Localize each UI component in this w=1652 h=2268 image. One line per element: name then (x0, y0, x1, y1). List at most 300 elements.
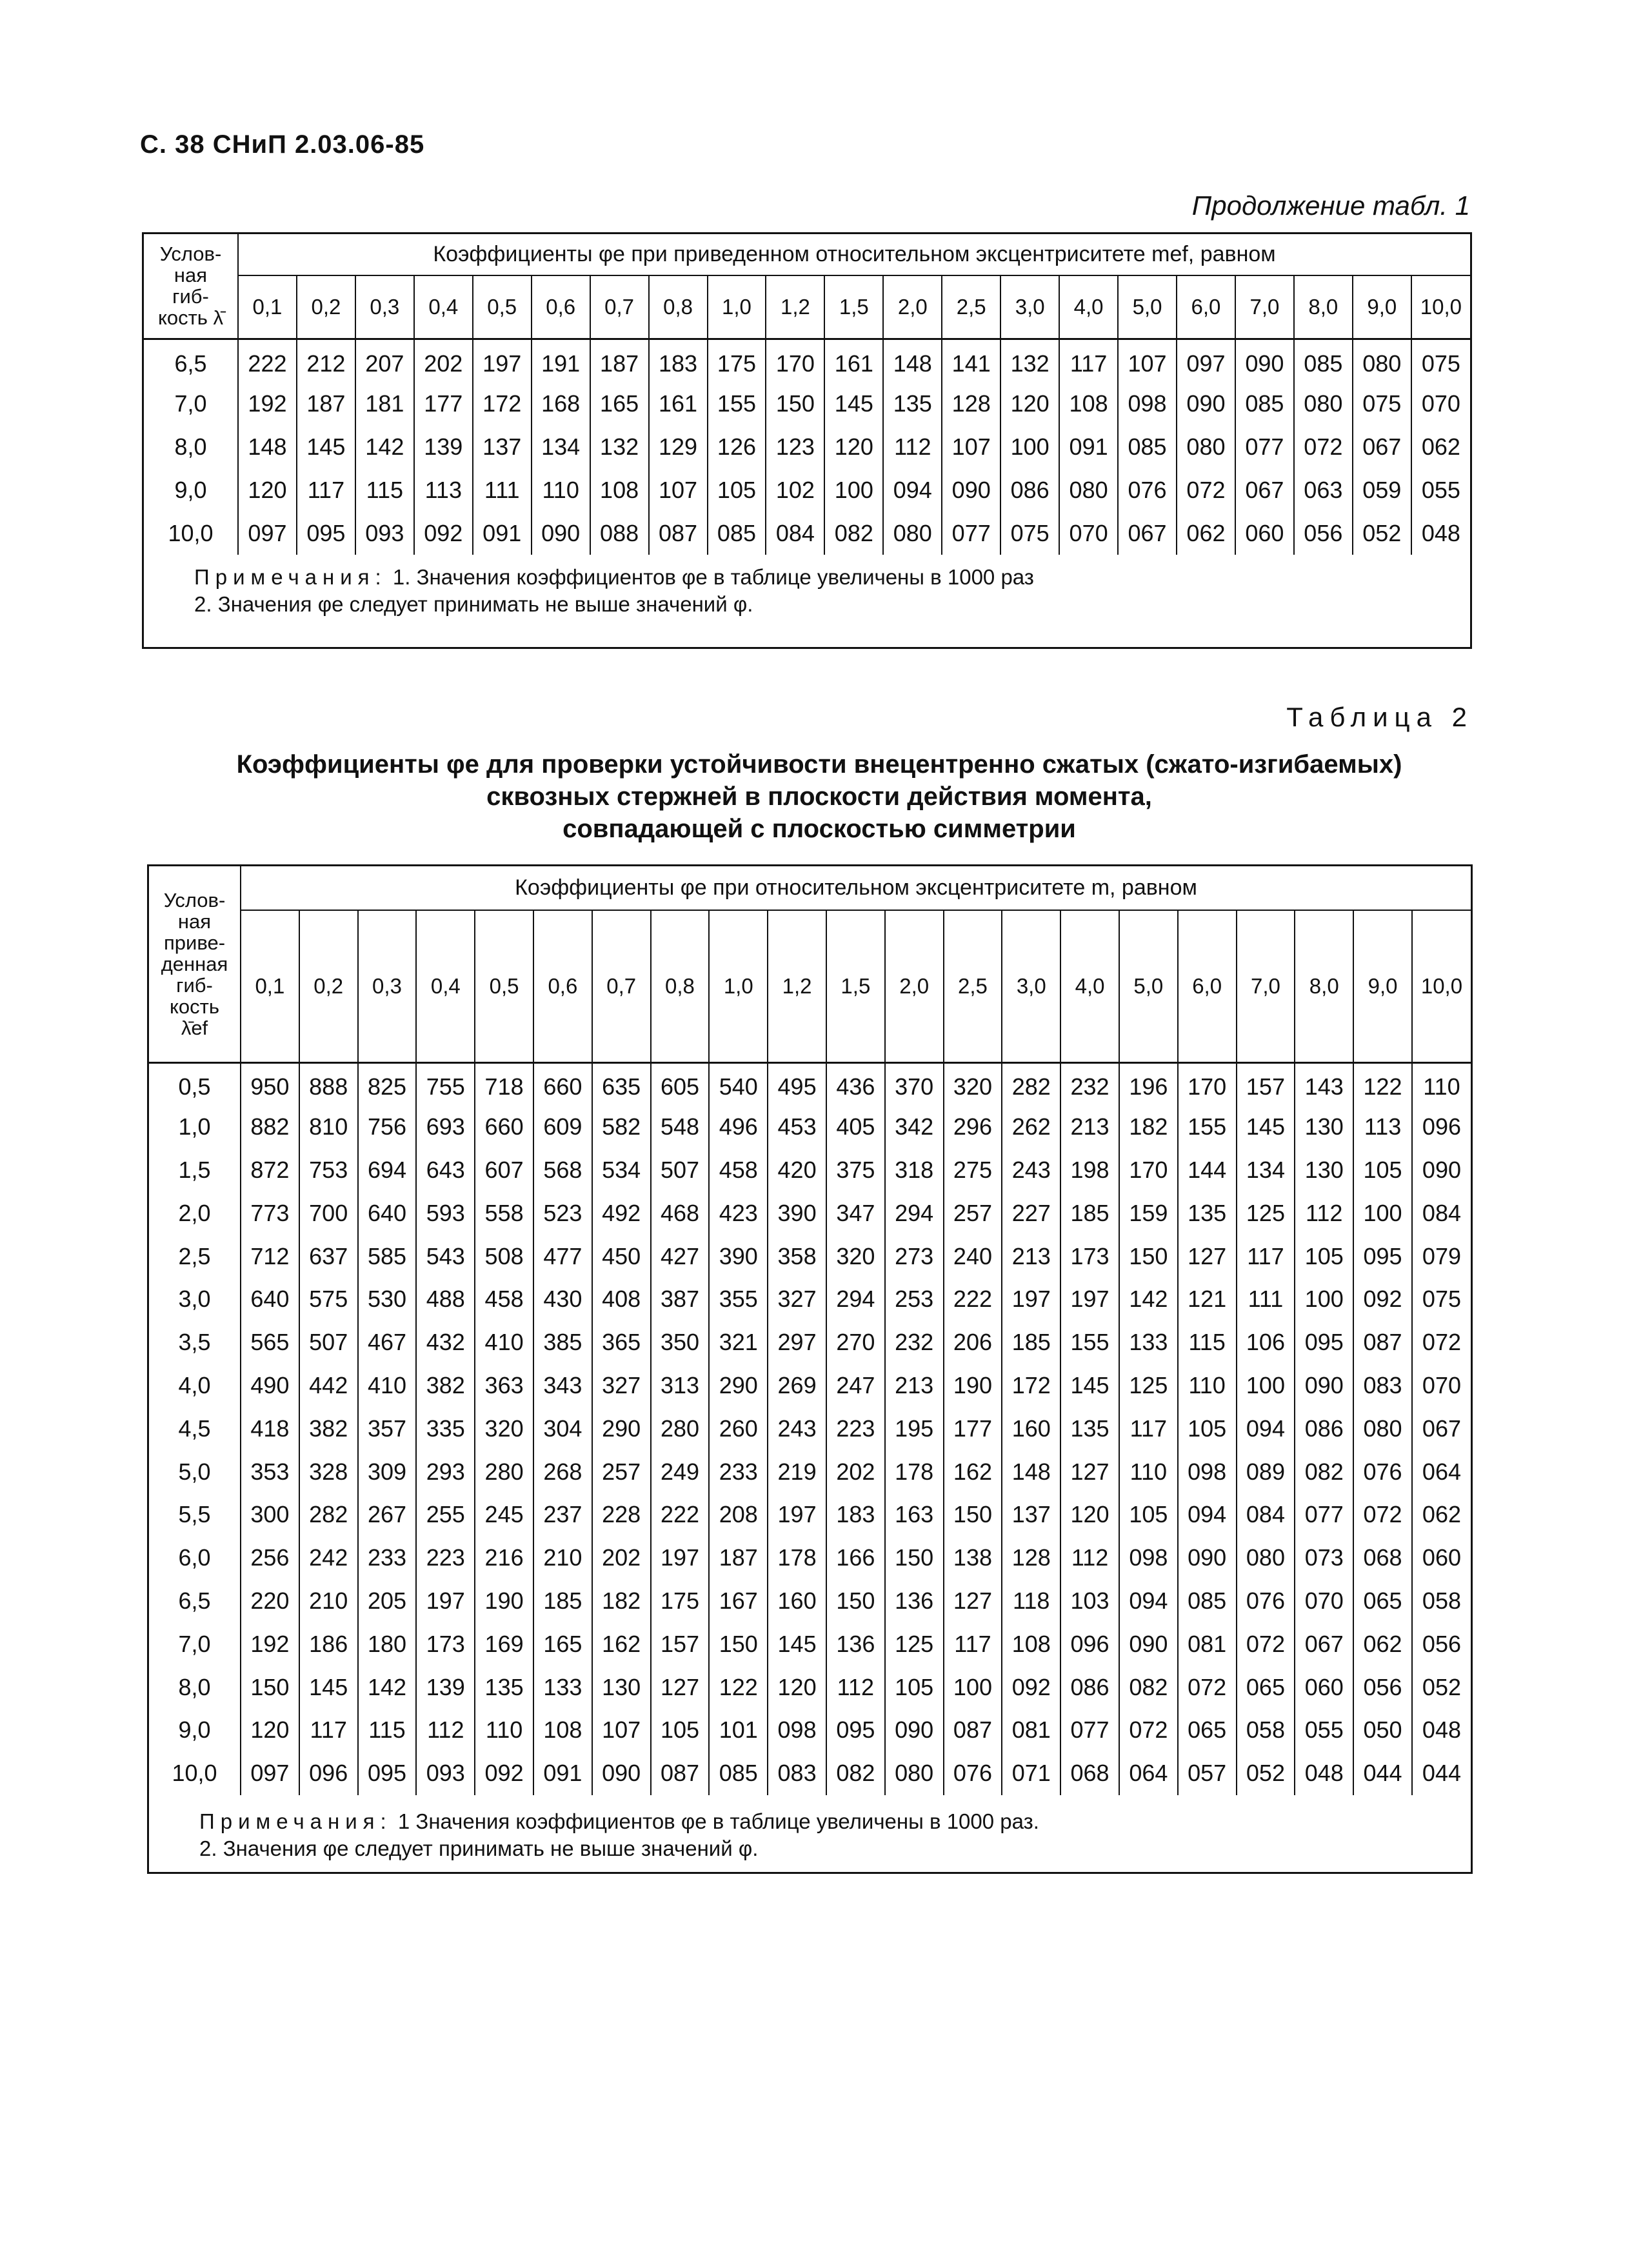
table-cell: 086 (1060, 1666, 1119, 1709)
table-cell: 136 (885, 1580, 944, 1623)
table-cell: 442 (299, 1364, 358, 1408)
table-cell: 090 (885, 1709, 944, 1752)
table-cell: 223 (416, 1537, 475, 1580)
table-cell: 044 (1422, 1760, 1461, 1787)
column-header: 0,8 (649, 275, 708, 339)
note-2: 2. Значения φe следует принимать не выше значений φ. (199, 1836, 759, 1860)
table-cell: 095 (1295, 1321, 1353, 1364)
table-cell: 107 (1118, 339, 1177, 382)
table-cell: 190 (475, 1580, 533, 1623)
column-header: 9,0 (1353, 275, 1411, 339)
column-header: 0,8 (651, 910, 710, 1062)
table-cell: 197 (473, 339, 532, 382)
table-cell: 543 (416, 1235, 475, 1278)
table-cell: 170 (766, 339, 824, 382)
table-cell: 108 (1002, 1622, 1060, 1666)
table-cell: 112 (1060, 1537, 1119, 1580)
row-label: 4,0 (149, 1364, 241, 1408)
table-cell: 150 (885, 1537, 944, 1580)
stub-header-line: λ̄ef (181, 1016, 208, 1039)
table-cell: 294 (826, 1278, 885, 1321)
table-row (149, 1106, 1471, 1149)
table-cell: 092 (1353, 1278, 1412, 1321)
table-cell: 185 (1002, 1321, 1060, 1364)
table-cell: 065 (1353, 1580, 1412, 1623)
table-cell: 197 (651, 1537, 710, 1580)
table-cell: 187 (709, 1537, 768, 1580)
table-cell: 134 (1237, 1149, 1295, 1192)
column-header: 4,0 (1059, 275, 1118, 339)
table-cell: 375 (826, 1149, 885, 1192)
table-1 (142, 232, 1472, 649)
title-line: совпадающей с плоскостью симметрии (562, 815, 1076, 843)
table-cell: 718 (475, 1062, 533, 1106)
table-cell: 075 (1421, 350, 1460, 377)
table-cell: 408 (592, 1278, 651, 1321)
table-cell: 150 (1119, 1235, 1178, 1278)
table-cell: 070 (1295, 1580, 1353, 1623)
table-2 (147, 864, 1473, 1874)
table-row (149, 1321, 1471, 1364)
column-header: 5,0 (1119, 910, 1178, 1062)
notes-label: Примечания: (194, 565, 387, 589)
table-cell: 127 (1060, 1450, 1119, 1493)
table-cell: 122 (709, 1666, 768, 1709)
table-cell: 083 (1353, 1364, 1412, 1408)
row-label: 7,0 (144, 382, 238, 425)
table-cell: 347 (826, 1191, 885, 1235)
row-label: 10,0 (149, 1752, 241, 1795)
table-cell: 079 (1422, 1242, 1461, 1269)
table-cell: 410 (358, 1364, 417, 1408)
table-cell: 052 (1237, 1752, 1295, 1795)
table-cell: 106 (1237, 1321, 1295, 1364)
table-cell: 086 (1295, 1407, 1353, 1450)
table-row (149, 1580, 1471, 1623)
table-cell: 293 (416, 1450, 475, 1493)
table-cell: 098 (1178, 1450, 1237, 1493)
table-cell: 233 (709, 1450, 768, 1493)
table-cell: 280 (475, 1450, 533, 1493)
table-cell: 103 (1060, 1580, 1119, 1623)
table-cell: 067 (1422, 1415, 1461, 1442)
table-row (144, 339, 1470, 382)
table-cell: 257 (944, 1191, 1002, 1235)
table-cell: 112 (826, 1666, 885, 1709)
table-cell: 112 (883, 425, 942, 468)
table-cell: 127 (944, 1580, 1002, 1623)
table-cell: 753 (299, 1149, 358, 1192)
column-header: 1,0 (709, 910, 768, 1062)
table-cell: 110 (475, 1709, 533, 1752)
table-cell: 165 (590, 382, 649, 425)
stub-header-line: кость λ̄ (157, 306, 224, 330)
table-cell: 453 (768, 1106, 826, 1149)
table-cell: 110 (532, 468, 590, 512)
table-cell: 090 (1422, 1156, 1461, 1183)
table-cell: 048 (1295, 1752, 1353, 1795)
table-cell: 320 (475, 1407, 533, 1450)
table-cell: 137 (1002, 1493, 1060, 1537)
table-cell: 335 (416, 1407, 475, 1450)
table-cell: 220 (241, 1580, 299, 1623)
table-row (144, 425, 1470, 468)
column-header: 0,3 (358, 910, 417, 1062)
table-cell: 247 (826, 1364, 885, 1408)
table-cell: 320 (944, 1062, 1002, 1106)
table-cell: 134 (532, 425, 590, 468)
table-cell: 056 (1294, 512, 1353, 555)
table-cell: 080 (885, 1752, 944, 1795)
table-row (149, 1537, 1471, 1580)
table-cell: 055 (1295, 1709, 1353, 1752)
stub-header-line: денная (161, 952, 228, 975)
table-cell: 507 (651, 1149, 710, 1192)
table-cell: 643 (416, 1149, 475, 1192)
table-cell: 052 (1422, 1673, 1461, 1700)
table-row (149, 1364, 1471, 1408)
table-cell: 068 (1353, 1537, 1412, 1580)
table-cell: 090 (592, 1752, 651, 1795)
stub-header-line: гиб- (176, 973, 213, 997)
table-cell: 297 (768, 1321, 826, 1364)
table-cell: 100 (1237, 1364, 1295, 1408)
table-cell: 129 (649, 425, 708, 468)
table-cell: 365 (592, 1321, 651, 1364)
table-cell: 245 (475, 1493, 533, 1537)
table-cell: 135 (475, 1666, 533, 1709)
table-cell: 064 (1119, 1752, 1178, 1795)
column-header: 0,5 (473, 275, 532, 339)
column-header: 0,1 (252, 294, 283, 319)
note-2: 2. Значения φe следует принимать не выше значений φ. (194, 592, 753, 616)
table-cell: 080 (1237, 1537, 1295, 1580)
table-cell: 105 (1295, 1235, 1353, 1278)
table-cell: 090 (1178, 1537, 1237, 1580)
table-cell: 072 (1119, 1709, 1178, 1752)
table-cell: 145 (297, 425, 355, 468)
row-label: 0,5 (149, 1062, 241, 1106)
table-cell: 370 (885, 1062, 944, 1106)
table-cell: 130 (1295, 1149, 1353, 1192)
table-2-notes (149, 1808, 1471, 1862)
column-header: 9,0 (1353, 910, 1412, 1062)
table-cell: 060 (1295, 1666, 1353, 1709)
table-cell: 582 (592, 1106, 651, 1149)
table-cell: 133 (533, 1666, 592, 1709)
table-cell: 062 (1421, 433, 1460, 460)
column-header: 5,0 (1118, 275, 1177, 339)
row-label: 3,0 (149, 1278, 241, 1321)
row-label: 1,0 (149, 1106, 241, 1149)
table-cell: 237 (533, 1493, 592, 1537)
row-label: 6,0 (149, 1537, 241, 1580)
stub-header-line: кость (169, 995, 219, 1018)
table-cell: 080 (1353, 1407, 1412, 1450)
table-cell: 257 (592, 1450, 651, 1493)
table-cell: 420 (768, 1149, 826, 1192)
table-cell: 243 (1002, 1149, 1060, 1192)
table-cell: 495 (768, 1062, 826, 1106)
table-2-label: Таблица 2 (1286, 702, 1473, 732)
table-cell: 173 (1060, 1235, 1119, 1278)
table-cell: 694 (358, 1149, 417, 1192)
table-cell: 107 (942, 425, 1000, 468)
table-cell: 213 (1060, 1106, 1119, 1149)
table-cell: 067 (1295, 1622, 1353, 1666)
table-cell: 232 (885, 1321, 944, 1364)
table-cell: 139 (414, 425, 473, 468)
table-cell: 155 (1178, 1106, 1237, 1149)
table-cell: 055 (1421, 476, 1460, 503)
table-cell: 071 (1002, 1752, 1060, 1795)
table-cell: 110 (1423, 1073, 1460, 1100)
table-cell: 111 (473, 468, 532, 512)
table-cell: 090 (532, 512, 590, 555)
table-cell: 100 (1295, 1278, 1353, 1321)
table-cell: 128 (1002, 1537, 1060, 1580)
table-cell: 091 (533, 1752, 592, 1795)
table-cell: 067 (1118, 512, 1177, 555)
column-header: 0,6 (533, 910, 592, 1062)
table-cell: 067 (1235, 468, 1294, 512)
column-header: 0,2 (299, 910, 358, 1062)
table-cell: 318 (885, 1149, 944, 1192)
table-cell: 063 (1294, 468, 1353, 512)
table-cell: 087 (1353, 1321, 1412, 1364)
table-cell: 082 (1119, 1666, 1178, 1709)
table-cell: 142 (1119, 1278, 1178, 1321)
table-cell: 558 (475, 1191, 533, 1235)
table-cell: 269 (768, 1364, 826, 1408)
column-header: 0,4 (414, 275, 473, 339)
table-cell: 660 (475, 1106, 533, 1149)
table-cell: 090 (942, 468, 1000, 512)
table-cell: 121 (1178, 1278, 1237, 1321)
stub-header-line: гиб- (172, 285, 209, 308)
table-cell: 575 (299, 1278, 358, 1321)
table-cell: 125 (1237, 1191, 1295, 1235)
table-cell: 072 (1237, 1622, 1295, 1666)
table-cell: 093 (355, 512, 414, 555)
row-label: 9,0 (149, 1709, 241, 1752)
table-row (149, 1407, 1471, 1450)
column-header: 1,0 (708, 275, 766, 339)
table-cell: 593 (416, 1191, 475, 1235)
column-header: 8,0 (1295, 910, 1353, 1062)
table-cell: 260 (709, 1407, 768, 1450)
table-cell: 660 (533, 1062, 592, 1106)
table-cell: 130 (592, 1666, 651, 1709)
stub-header-line: ная (174, 264, 208, 287)
table-cell: 436 (826, 1062, 885, 1106)
table-cell: 123 (766, 425, 824, 468)
table-row (149, 1622, 1471, 1666)
table-cell: 090 (1235, 339, 1294, 382)
table-cell: 110 (1119, 1450, 1178, 1493)
row-label: 3,5 (149, 1321, 241, 1364)
table-row (144, 512, 1470, 555)
table-cell: 120 (1060, 1493, 1119, 1537)
table-cell: 145 (299, 1666, 358, 1709)
table-cell: 492 (592, 1191, 651, 1235)
table-cell: 410 (475, 1321, 533, 1364)
table-cell: 290 (709, 1364, 768, 1408)
table-cell: 113 (1353, 1106, 1412, 1149)
table-cell: 105 (1353, 1149, 1412, 1192)
table-cell: 635 (592, 1062, 651, 1106)
column-header: 0,2 (297, 275, 355, 339)
column-header: 1,5 (826, 910, 885, 1062)
table-cell: 233 (358, 1537, 417, 1580)
table-cell: 142 (358, 1666, 417, 1709)
table-cell: 240 (944, 1235, 1002, 1278)
table-cell: 187 (297, 382, 355, 425)
table-cell: 060 (1235, 512, 1294, 555)
table-cell: 282 (1002, 1062, 1060, 1106)
table-row (149, 1493, 1471, 1537)
table-cell: 342 (885, 1106, 944, 1149)
table-cell: 105 (708, 468, 766, 512)
table-cell: 540 (709, 1062, 768, 1106)
table-cell: 139 (416, 1666, 475, 1709)
table-cell: 355 (709, 1278, 768, 1321)
table-cell: 050 (1353, 1709, 1412, 1752)
table-cell: 268 (533, 1450, 592, 1493)
table-cell: 150 (944, 1493, 1002, 1537)
group-header: Коэффициенты φe при приведенном относительном эксцентриситете mef, равном (238, 234, 1470, 275)
stub-header (144, 234, 238, 339)
table-cell: 488 (416, 1278, 475, 1321)
table-cell: 950 (241, 1062, 299, 1106)
table-cell: 387 (651, 1278, 710, 1321)
table-cell: 135 (1060, 1407, 1119, 1450)
table-row (149, 1191, 1471, 1235)
table-cell: 810 (299, 1106, 358, 1149)
table-cell: 255 (416, 1493, 475, 1537)
column-header: 7,0 (1237, 910, 1295, 1062)
table-cell: 162 (592, 1622, 651, 1666)
table-cell: 057 (1178, 1752, 1237, 1795)
table-cell: 321 (709, 1321, 768, 1364)
stub-header-line: приве- (163, 931, 226, 954)
row-label: 7,0 (149, 1622, 241, 1666)
table-row (149, 1149, 1471, 1192)
table-cell: 219 (768, 1450, 826, 1493)
table-cell: 096 (1422, 1113, 1461, 1140)
table-cell: 227 (1002, 1191, 1060, 1235)
table-cell: 086 (1000, 468, 1059, 512)
column-header: 0,7 (592, 910, 651, 1062)
table-cell: 427 (651, 1235, 710, 1278)
table-cell: 530 (358, 1278, 417, 1321)
table-cell: 150 (766, 382, 824, 425)
table-continuation-label: Продолжение табл. 1 (1191, 190, 1470, 221)
table-row (149, 1666, 1471, 1709)
table-cell: 077 (1295, 1493, 1353, 1537)
table-cell: 137 (473, 425, 532, 468)
table-cell: 068 (1060, 1752, 1119, 1795)
table-cell: 755 (416, 1062, 475, 1106)
table-cell: 076 (1118, 468, 1177, 512)
table-cell: 328 (299, 1450, 358, 1493)
table-cell: 256 (241, 1537, 299, 1580)
table-cell: 249 (651, 1450, 710, 1493)
table-cell: 080 (1177, 425, 1235, 468)
table-cell: 082 (826, 1752, 885, 1795)
table-cell: 113 (414, 468, 473, 512)
table-cell: 092 (475, 1752, 533, 1795)
table-cell: 232 (1060, 1062, 1119, 1106)
table-cell: 090 (1177, 382, 1235, 425)
table-cell: 197 (416, 1580, 475, 1623)
table-cell: 607 (475, 1149, 533, 1192)
page-header: С. 38 СНиП 2.03.06-85 (140, 130, 425, 159)
table-cell: 275 (944, 1149, 1002, 1192)
table-cell: 087 (944, 1709, 1002, 1752)
table-cell: 160 (768, 1580, 826, 1623)
table-cell: 090 (1295, 1364, 1353, 1408)
table-cell: 390 (768, 1191, 826, 1235)
table-cell: 082 (824, 512, 883, 555)
table-cell: 044 (1353, 1752, 1412, 1795)
stub-header-line: ная (177, 910, 212, 933)
table-cell: 825 (358, 1062, 417, 1106)
table-cell: 088 (590, 512, 649, 555)
table-cell: 108 (590, 468, 649, 512)
table-cell: 102 (766, 468, 824, 512)
table-cell: 353 (241, 1450, 299, 1493)
table-cell: 182 (1119, 1106, 1178, 1149)
table-cell: 170 (1119, 1149, 1178, 1192)
table-cell: 141 (942, 339, 1000, 382)
table-cell: 700 (299, 1191, 358, 1235)
table-row (149, 1752, 1471, 1795)
table-cell: 062 (1177, 512, 1235, 555)
table-cell: 052 (1353, 512, 1411, 555)
table-cell: 170 (1178, 1062, 1237, 1106)
table-cell: 100 (1000, 425, 1059, 468)
table-cell: 161 (824, 339, 883, 382)
table-cell: 490 (241, 1364, 299, 1408)
table-cell: 773 (241, 1191, 299, 1235)
table-cell: 166 (826, 1537, 885, 1580)
table-cell: 148 (1002, 1450, 1060, 1493)
table-cell: 120 (768, 1666, 826, 1709)
table-cell: 182 (592, 1580, 651, 1623)
table-cell: 117 (1237, 1235, 1295, 1278)
table-cell: 313 (651, 1364, 710, 1408)
table-cell: 357 (358, 1407, 417, 1450)
table-cell: 385 (533, 1321, 592, 1364)
table-cell: 565 (241, 1321, 299, 1364)
column-header: 0,6 (532, 275, 590, 339)
table-cell: 117 (297, 468, 355, 512)
table-cell: 101 (709, 1709, 768, 1752)
table-cell: 273 (885, 1235, 944, 1278)
table-cell: 320 (826, 1235, 885, 1278)
table-cell: 120 (1000, 382, 1059, 425)
table-cell: 117 (299, 1709, 358, 1752)
table-cell: 067 (1353, 425, 1411, 468)
table-cell: 262 (1002, 1106, 1060, 1149)
table-cell: 120 (241, 1709, 299, 1752)
table-cell: 072 (1294, 425, 1353, 468)
table-cell: 290 (592, 1407, 651, 1450)
table-cell: 087 (649, 512, 708, 555)
table-cell: 195 (885, 1407, 944, 1450)
stub-header-line: Услов- (163, 888, 226, 911)
